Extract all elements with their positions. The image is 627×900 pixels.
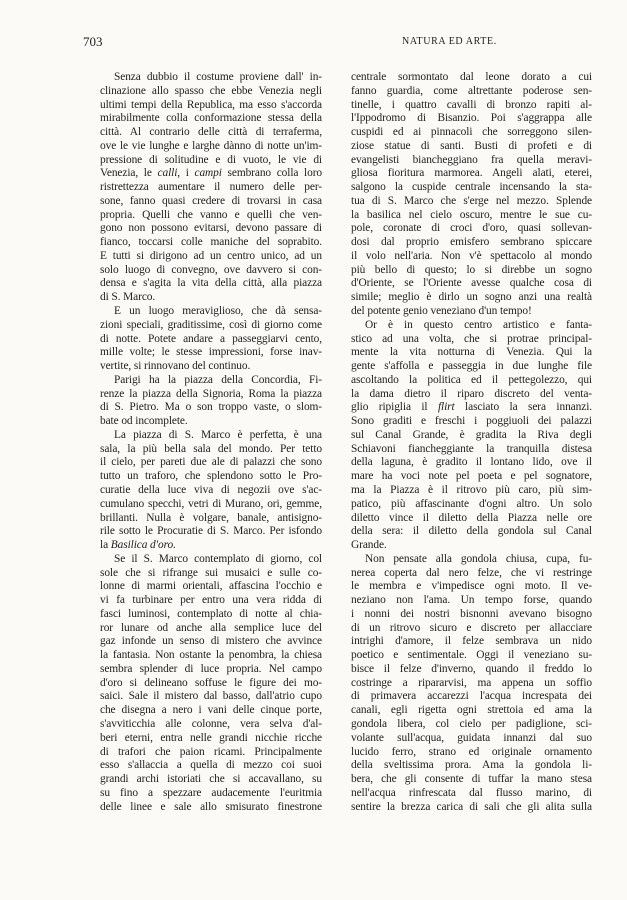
- text-line: Se il S. Marco contemplato di giorno, col: [114, 552, 322, 565]
- text-line: vertite, si rinnovano del continuo.: [100, 360, 251, 373]
- text-line: evangelisti biancheggiano fra quella meravi-: [351, 153, 592, 166]
- text-line: gaz infonde un senso di mistero che avvince: [100, 635, 322, 648]
- text-line: clinazione allo spasso che ebbe Venezia negli: [100, 84, 322, 97]
- text-line: la fantasia. Non ostante la penombra, la chiesa: [100, 649, 322, 662]
- text-line: Senza dubbio il costume proviene dall' in-: [114, 71, 322, 83]
- text-line: s'avviticchia alle colonne, vera selva d'al-: [100, 717, 322, 730]
- text-run: la: [100, 539, 111, 552]
- text-line: più bello di questo; lo si direbbe un sogno: [351, 263, 592, 276]
- text-line: ascoltando la politica ed il pettegolezzo, qui: [351, 373, 592, 386]
- text-line: E un luogo meraviglioso, che dà sensa-: [114, 305, 322, 318]
- text-line: salgono la cuspide centrale incensando la sta-: [351, 181, 592, 194]
- text-line: diletto vince il diletto della Piazza nelle ore: [351, 511, 592, 524]
- text-line: bisce il felze d'inverno, quando il freddo lo: [351, 662, 592, 675]
- text-line: sone, fanno quasi credere di trovarsi in casa: [100, 194, 322, 207]
- text-line: lucido ferro, strano ed originale ornamento: [351, 745, 592, 758]
- text-line: bera, che gli consente di tuffar la mano stesa: [351, 773, 592, 786]
- text-line: bate od incomplete.: [100, 415, 188, 428]
- text-line: delle linee e sale allo smisurato finestrone: [100, 800, 322, 813]
- text-run: glio ripiglia il: [351, 401, 438, 414]
- text-line: Grande.: [351, 539, 387, 552]
- text-line: Or è in questo centro artistico e fanta-: [365, 318, 592, 331]
- text-line: cuspidi ed ai pinnacoli che sorreggono silen-: [351, 126, 592, 139]
- text-line: nerea coperta dal nero felze, che vi restringe: [351, 566, 592, 579]
- text-line: ove le vie lunghe e larghe dànno di notte un'im-: [100, 139, 322, 152]
- text-line: pressione di solitudine e di vuoto, le vie di: [100, 153, 322, 166]
- text-line: mare ha voci note pel poeta e pel sognatore,: [351, 470, 592, 483]
- text-run: Venezia, le: [100, 167, 158, 180]
- text-run: sembrano colla loro: [221, 167, 322, 180]
- text-line: la dama dietro il riparo discreto del venta-: [351, 387, 592, 400]
- text-line: ror lunare od anche alla semplice luce del: [100, 621, 322, 634]
- text-line: Parigi ha la piazza della Concordia, Fi-: [114, 373, 322, 386]
- text-line: gondola libera, col cielo per padiglione, sci-: [351, 717, 592, 730]
- text-line: nell'acqua rinfrescata dal flusso marino, di: [351, 786, 592, 799]
- text-line: mirabilmente colla conformazione stessa della: [100, 112, 322, 125]
- text-line: simile; meglio è dirlo un sogno anzi una realtà: [351, 291, 592, 304]
- text-line: saici. Sale il mistero dal basso, dall'atrio cupo: [100, 690, 322, 703]
- text-run: , i: [177, 167, 195, 180]
- text-line: di notte. Potete andare a passeggiarvi cento,: [100, 332, 322, 345]
- text-line: renze la piazza della Signoria, Roma la piazza: [100, 387, 322, 400]
- text-line: propria. Quelli che vanno e quelli che ven-: [100, 208, 322, 221]
- page-number: 703: [83, 34, 103, 49]
- text-line: gliosa fioritura marmorea. Angeli alati, eterei,: [351, 167, 592, 180]
- italic-text: calli: [157, 167, 178, 180]
- text-line: gente s'affolla e passeggia in due lunghe file: [351, 360, 592, 373]
- text-line: tutto un traforo, che splendono sotto le Pro-: [100, 470, 322, 483]
- text-line: di S. Pietro. Ma o son troppo vaste, o slom-: [100, 401, 322, 414]
- text-line: brillanti. Nulla è volgare, banale, antisigno-: [100, 511, 322, 524]
- text-line: sembra splender di luce propria. Nel campo: [100, 662, 322, 675]
- italic-text: Basilica d'oro.: [110, 539, 176, 552]
- text-line: del potente genio veneziano d'un tempo!: [351, 305, 532, 318]
- text-line: città. Al contrario delle città di terraferma,: [100, 126, 322, 139]
- text-line: costringe a ripararvisi, ma appena un soffio: [351, 676, 592, 689]
- text-line: esso s'allaccia a quella di mezzo coi suoi: [100, 759, 322, 772]
- text-line: neziano non l'ama. Un tempo forse, quando: [351, 594, 592, 607]
- text-line: patico, più affascinante d'ogni altro. Un solo: [351, 497, 592, 510]
- text-line: Non pensate alla gondola chiusa, cupa, fu-: [365, 552, 592, 565]
- text-line: intrighi d'amore, il felze sembrava un nido: [351, 635, 592, 648]
- text-line: densa e s'agita la vita della città, alla piazza: [100, 277, 322, 290]
- text-line: su fino a spezzare audacemente l'euritmia: [100, 786, 322, 799]
- running-title: NATURA ED ARTE.: [402, 36, 497, 47]
- text-line: ziose statue di santi. Busti di profeti e di: [351, 139, 592, 152]
- text-line: di trafori che paion ricami. Principalmente: [100, 745, 322, 758]
- text-line: centrale sormontato dal leone dorato a cui: [351, 71, 592, 83]
- text-line: mille volte; le stesse impressioni, forse inav-: [100, 346, 322, 359]
- text-line: sala, la più bella sala del mondo. Per tetto: [100, 442, 322, 455]
- text-line: fasci luminosi, contemplato di notte al chia-: [100, 607, 322, 620]
- text-line: d'Oriente, se l'Oriente avesse qualche cosa di: [351, 277, 592, 290]
- text-line: della laguna, è gradito il lontano lido, ove il: [351, 456, 592, 469]
- text-line: [100, 539, 322, 553]
- text-line: della sera: il diletto della gondola sul Canal: [351, 525, 592, 538]
- text-line: volante sull'acqua, guidata innanzi dal suo: [351, 731, 592, 744]
- text-line: La piazza di S. Marco è perfetta, è una: [114, 428, 322, 441]
- text-line: tinelle, i quattro cavalli di bronzo rapiti al-: [351, 98, 592, 111]
- text-line: di un ritrovo sicuro e discreto per allacciare: [351, 621, 592, 634]
- text-run: lasciato la sera innanzi.: [454, 401, 592, 414]
- text-line: [351, 401, 592, 415]
- text-line: Schiavoni fiancheggiante la tranquilla distesa: [351, 442, 592, 455]
- text-column-left: [100, 71, 322, 814]
- text-line: della sveltissima prora. Ama la gondola li-: [351, 759, 592, 772]
- text-line: lonne di marmi orientali, affascina l'occhio e: [100, 580, 322, 593]
- text-line: grandi archi istoriati che si accavallano, su: [100, 773, 322, 786]
- text-line: Sono graditi e freschi i poggiuoli dei palazzi: [351, 415, 592, 428]
- text-line: sul Canal Grande, è gradita la Riva degli: [351, 428, 592, 441]
- text-line: ultimi tempi della Republica, ma esso s'accorda: [100, 98, 322, 111]
- text-line: tua di S. Marco che s'erge nel mezzo. Splende: [351, 194, 592, 207]
- text-line: vi fa turbinare per entro una vera ridda di: [100, 594, 322, 607]
- text-line: mente la vita notturna di Venezia. Qui la: [351, 346, 592, 359]
- text-line: il cielo, per pareti due ale di palazzi che sono: [100, 456, 322, 469]
- text-line: di primavera accarezzi l'acqua increspata dei: [351, 690, 592, 703]
- text-line: ma la Piazza è il ritrovo più caro, più sim-: [351, 483, 592, 496]
- text-line: E tutti si dirigono ad un centro unico, ad un: [100, 249, 322, 262]
- text-line: le membra e v'impedisce ogni moto. Il ve-: [351, 580, 592, 593]
- text-line: fianco, toccarsi colle maniche del soprabito.: [100, 236, 322, 249]
- text-line: di S. Marco.: [100, 291, 156, 304]
- text-line: i nonni dei nostri bisnonni avevano bisogno: [351, 607, 592, 620]
- text-line: zioni speciali, graditissime, così di giorno come: [100, 318, 322, 331]
- text-line: l'Ippodromo di Bisanzio. Poi s'aggrappa alle: [351, 112, 592, 125]
- text-line: ristrettezza aumentare il numero delle per-: [100, 181, 322, 194]
- text-line: dosi dal proprio emisfero sembrano spiccare: [351, 236, 592, 249]
- text-line: d'oro si delineano soffuse le figure dei mo-: [100, 676, 322, 689]
- text-line: poetico e sentimentale. Oggi il veneziano su-: [351, 649, 592, 662]
- text-line: solo luogo di convegno, ove davvero si con-: [100, 263, 322, 276]
- text-line: sole che si rifrange sui musaici e sulle co-: [100, 566, 322, 579]
- text-line: cumulano specchi, vetri di Murano, ori, gemme,: [100, 497, 322, 510]
- text-line: pole, coronate di croci d'oro, quasi sollevan-: [351, 222, 592, 235]
- italic-text: flirt: [437, 401, 455, 414]
- text-line: fanno guardia, come altrettante poderose sen-: [351, 84, 592, 97]
- text-line: la basilica nel cielo oscuro, mentre le sue cu-: [351, 208, 592, 221]
- text-line: [100, 167, 322, 181]
- text-line: rile sotto le Procuratie di S. Marco. Per isfondo: [100, 525, 322, 538]
- text-line: gono non possono evitarsi, devono passare di: [100, 222, 322, 235]
- text-line: che disegna a nero i vani delle cinque porte,: [100, 704, 322, 717]
- italic-text: campi: [194, 167, 222, 180]
- text-line: beri eterni, entra nelle grandi nicchie ricche: [100, 731, 322, 744]
- text-line: il volo nell'aria. Non v'è spettacolo al mondo: [351, 249, 592, 262]
- text-line: curatie della luce viva di negozii ove s'ac-: [100, 483, 322, 496]
- text-line: canali, egli rigetta ogni strettoia ed ama la: [351, 704, 592, 717]
- text-column-right: [351, 71, 592, 814]
- text-line: stico ad una volta, che si protrae principal-: [351, 332, 592, 345]
- text-line: sentire la brezza carica di sali che gli alita sulla: [351, 800, 592, 813]
